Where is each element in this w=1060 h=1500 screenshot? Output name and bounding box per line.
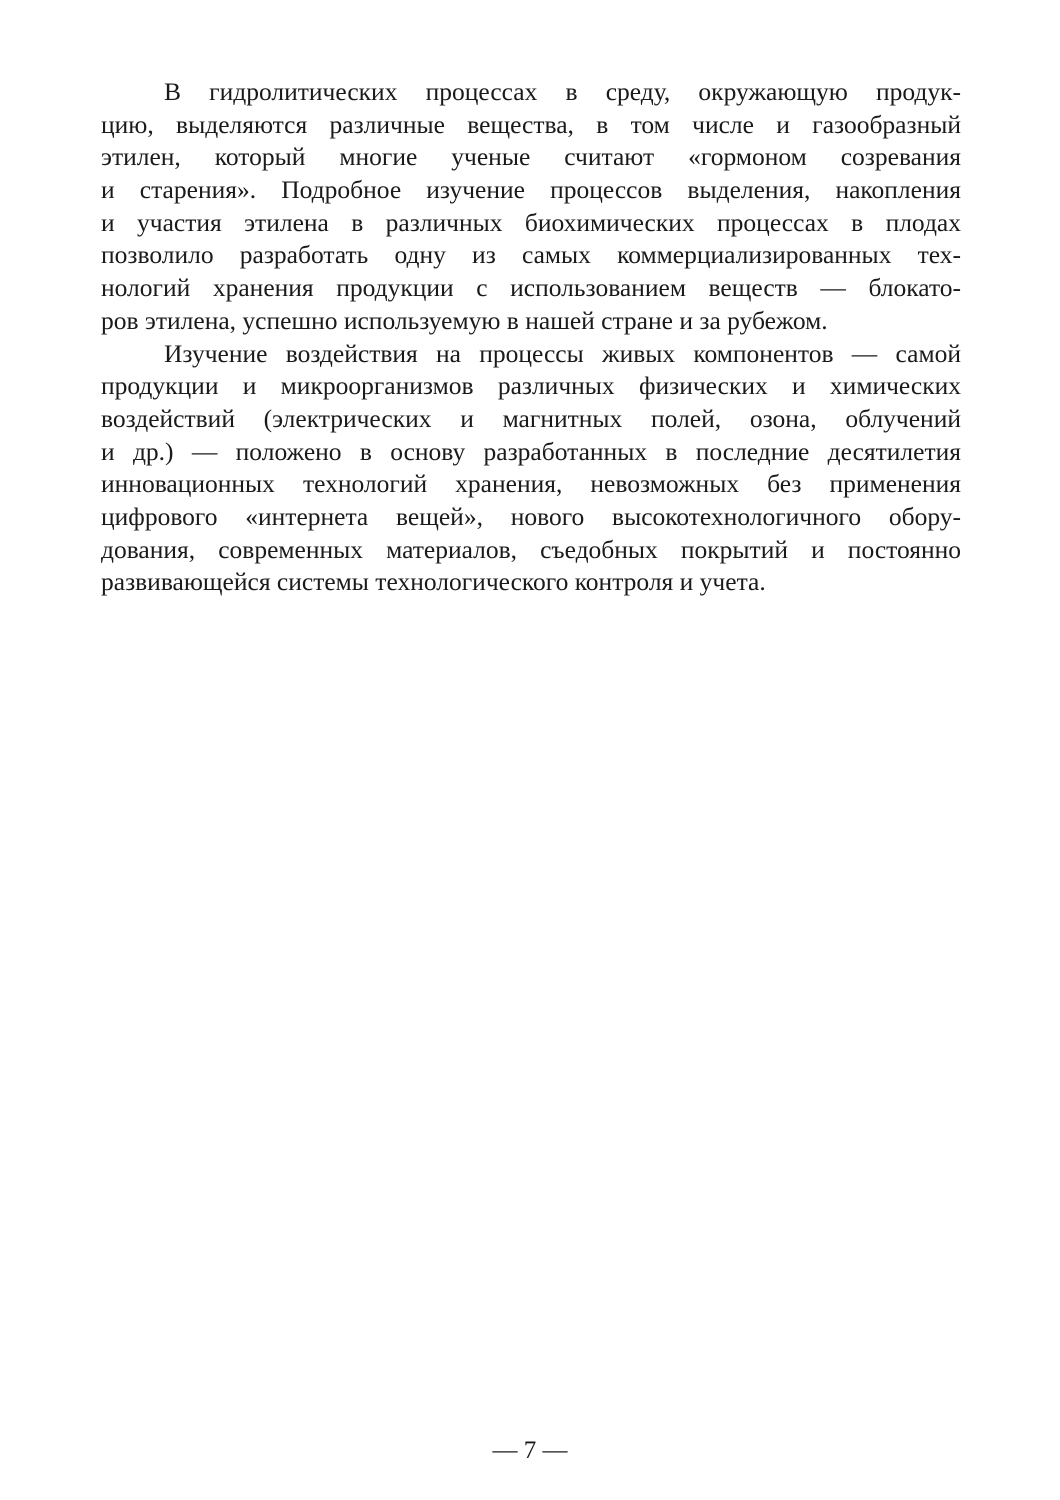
text-line: цию, выделяются различные вещества, в том числе и газообразный bbox=[101, 109, 961, 139]
text-line: позволило разработать одну из самых коммерциализированных тех- bbox=[101, 240, 961, 270]
body-text bbox=[101, 76, 961, 599]
text-line: развивающейся системы технологического контроля и учета. bbox=[101, 567, 766, 597]
page-number: — 7 — bbox=[492, 1437, 568, 1464]
text-line: воздействий (электрических и магнитных полей, озона, облучений bbox=[101, 403, 961, 433]
text-line: цифрового «интернета вещей», нового высокотехнологичного обору- bbox=[101, 501, 961, 531]
text-line: и участия этилена в различных биохимических процессах в плодах bbox=[101, 207, 961, 237]
text-line: ров этилена, успешно используемую в нашей стране и за рубежом. bbox=[101, 305, 828, 335]
paragraph-2 bbox=[101, 338, 961, 600]
text-line: продукции и микроорганизмов различных физических и химических bbox=[101, 371, 961, 401]
text-line: нологий хранения продукции с использованием веществ — блокато- bbox=[101, 273, 961, 303]
text-line: В гидролитических процессах в среду, окружающую продук- bbox=[164, 77, 961, 106]
text-line: Изучение воздействия на процессы живых компонентов — самой bbox=[164, 338, 961, 368]
text-line: инновационных технологий хранения, невозможных без применения bbox=[101, 469, 961, 499]
text-line: этилен, который многие ученые считают «гормоном созревания bbox=[101, 142, 961, 172]
paragraph-1 bbox=[101, 76, 961, 338]
text-line: и старения». Подробное изучение процессов выделения, накопления bbox=[101, 175, 961, 205]
text-line: дования, современных материалов, съедобных покрытий и постоянно bbox=[101, 534, 961, 564]
text-line: и др.) — положено в основу разработанных в последние десятилетия bbox=[101, 436, 961, 466]
